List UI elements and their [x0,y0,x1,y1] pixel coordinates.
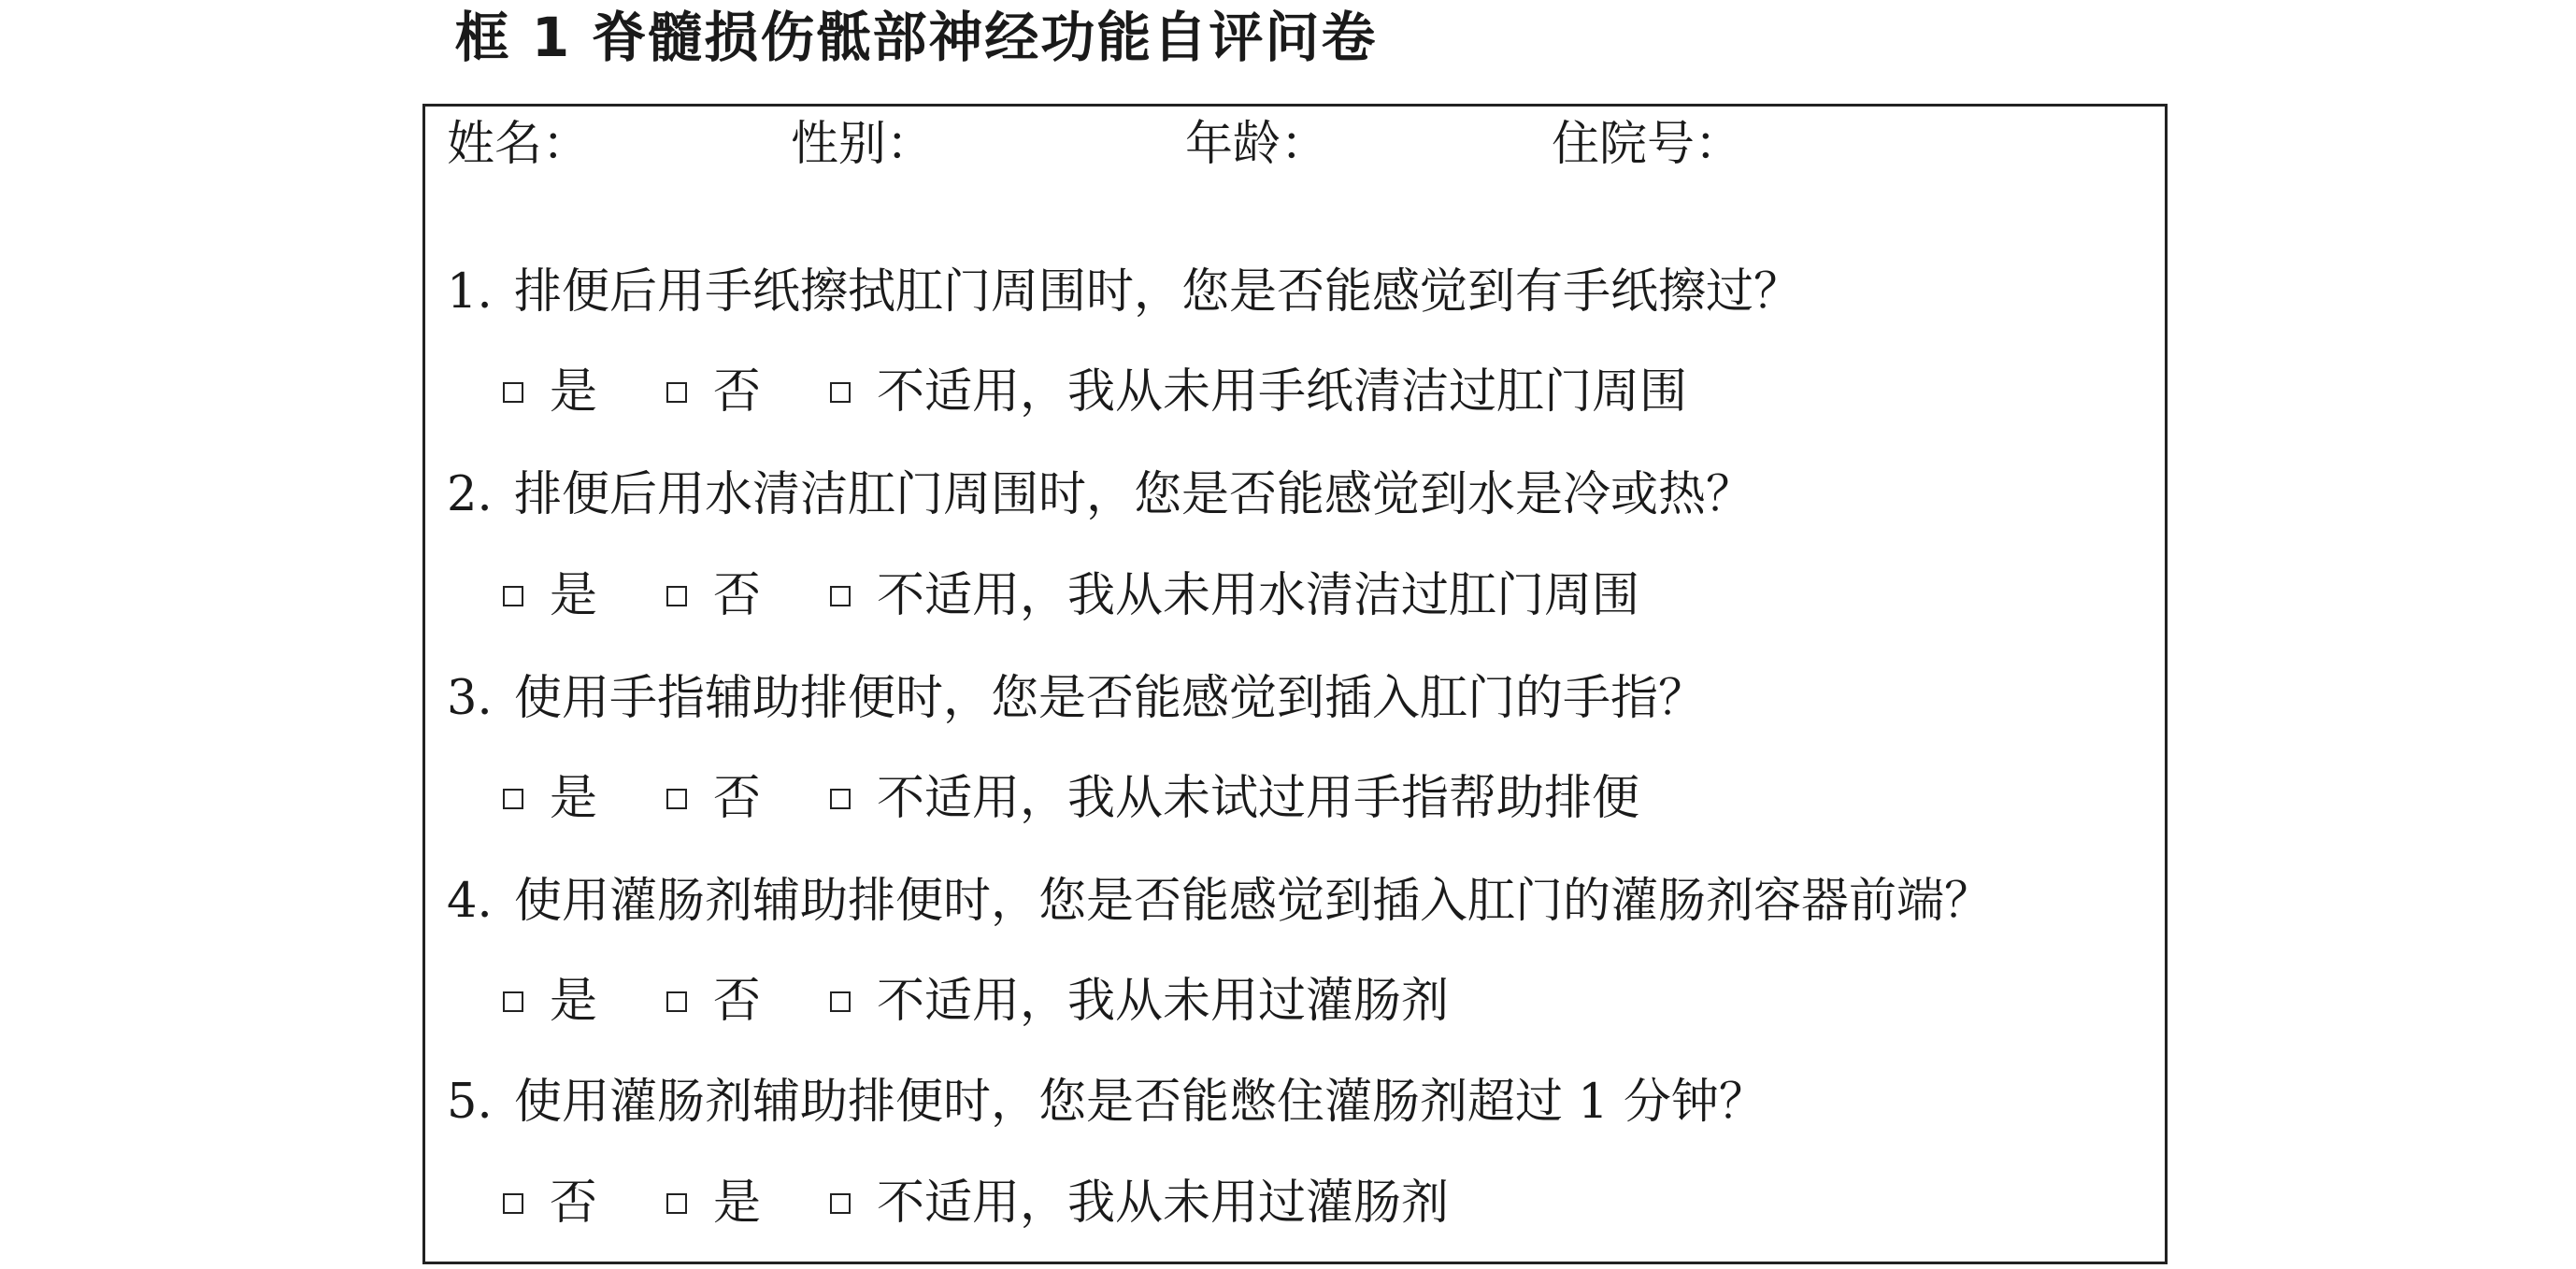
option-2[interactable] [666,974,761,1030]
option-1[interactable] [503,1176,597,1232]
option-label: 不适用，我从未试过用手指帮助排便 [877,771,1640,826]
option-label: 否 [713,771,762,826]
question-number: 2. [447,467,493,522]
option-3[interactable] [830,771,1639,827]
question-number: 3. [447,671,493,726]
option-2[interactable] [666,771,761,827]
question-text: 使用手指辅助排便时，您是否能感觉到插入肛门的手指？ [514,671,1707,726]
checkbox-icon [666,382,687,403]
option-label: 否 [550,1176,598,1231]
question-text: 排便后用水清洁肛门周围时，您是否能感觉到水是冷或热？ [514,467,1754,522]
question-text: 排便后用手纸擦拭肛门周围时，您是否能感觉到有手纸擦过？ [514,264,1802,320]
question-number: 5. [447,1075,493,1130]
admission-number-field-label: 住院号： [1552,117,1743,172]
option-label: 是 [550,771,598,826]
option-label: 否 [713,974,762,1029]
question-3-options [503,771,2092,827]
question-4-options [503,974,2092,1030]
option-label: 是 [713,1176,762,1231]
option-3[interactable] [830,1176,1449,1232]
option-2[interactable] [666,568,761,624]
option-label: 不适用，我从未用水清洁过肛门周围 [877,568,1640,623]
question-1-options [503,364,2092,421]
option-3[interactable] [830,364,1687,421]
option-label: 不适用，我从未用过灌肠剂 [877,974,1450,1029]
checkbox-icon [830,789,851,809]
option-1[interactable] [503,568,597,624]
option-label: 否 [713,568,762,623]
option-label: 不适用，我从未用过灌肠剂 [877,1176,1450,1231]
option-1[interactable] [503,974,597,1030]
checkbox-icon [503,1193,523,1214]
checkbox-icon [666,789,687,809]
name-field-label: 姓名： [447,117,591,172]
checkbox-icon [830,1193,851,1214]
option-1[interactable] [503,771,597,827]
checkbox-icon [503,382,523,403]
option-label: 否 [713,364,762,420]
option-label: 是 [550,974,598,1029]
question-number: 1. [447,264,493,320]
checkbox-icon [666,991,687,1012]
question-2 [447,467,1753,523]
age-field-label: 年龄： [1185,117,1329,172]
option-2[interactable] [666,1176,761,1232]
question-text: 使用灌肠剂辅助排便时，您是否能感觉到插入肛门的灌肠剂容器前端？ [514,874,1993,929]
gender-field-label: 性别： [791,117,935,172]
checkbox-icon [666,1193,687,1214]
option-3[interactable] [830,568,1639,624]
patient-info-row [447,117,2129,173]
option-3[interactable] [830,974,1449,1030]
question-3 [447,671,1706,727]
checkbox-icon [666,586,687,606]
option-label: 是 [550,364,598,420]
option-1[interactable] [503,364,597,421]
option-2[interactable] [666,364,761,421]
checkbox-icon [830,382,851,403]
checkbox-icon [503,991,523,1012]
checkbox-icon [503,586,523,606]
question-2-options [503,568,2092,624]
document-title: 框 1 脊髓损伤骶部神经功能自评问卷 [454,6,1378,69]
option-label: 是 [550,568,598,623]
question-4 [447,874,1992,930]
question-5-options [503,1176,2092,1232]
question-number: 4. [447,874,493,929]
checkbox-icon [830,586,851,606]
question-text: 使用灌肠剂辅助排便时，您是否能憋住灌肠剂超过 1 分钟？ [514,1075,1767,1130]
question-1 [447,264,1801,321]
checkbox-icon [830,991,851,1012]
option-label: 不适用，我从未用手纸清洁过肛门周围 [877,364,1688,420]
checkbox-icon [503,789,523,809]
question-5 [447,1075,1767,1131]
